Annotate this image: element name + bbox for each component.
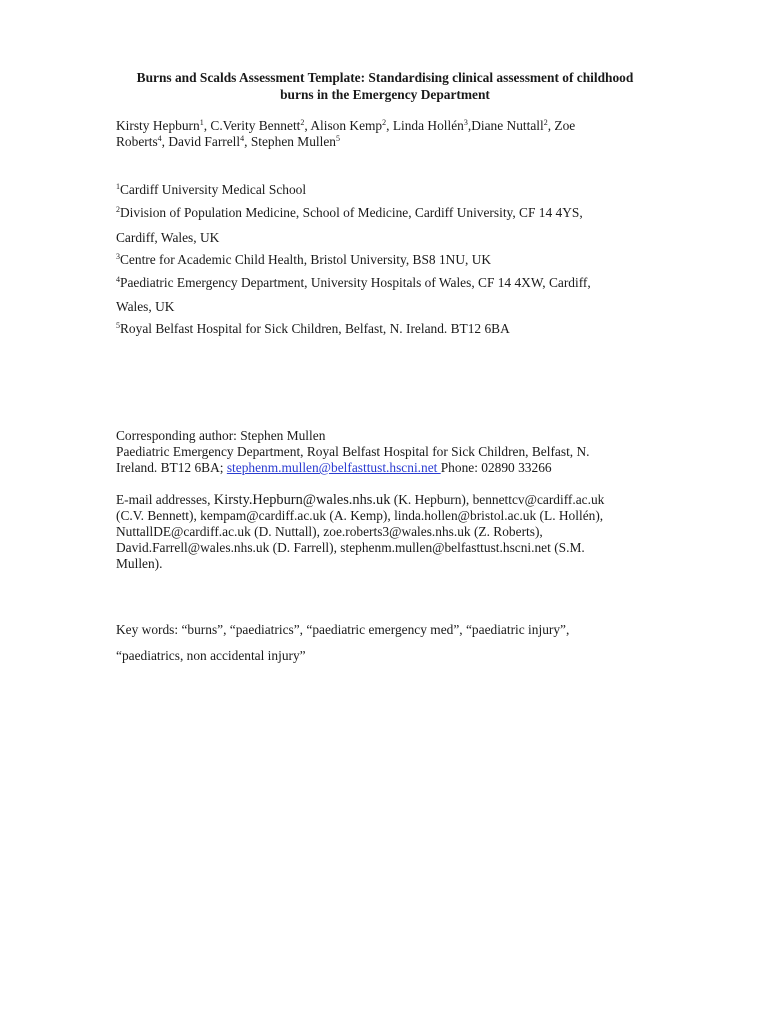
author-name: ,Diane Nuttall [467,118,544,133]
email-prefix: E-mail addresses, [116,492,214,507]
author-affiliation-mark: 4 [240,134,245,143]
corresponding-address: Ireland. BT12 6BA; [116,460,227,475]
affiliation-1 [116,182,306,198]
title-line-1: Burns and Scalds Assessment Template: Standardising clinical assessment of childhood [136,70,634,85]
author-line-1 [116,118,676,134]
author-list [116,118,676,150]
keywords-line-2: “paediatrics, non accidental injury” [116,648,306,663]
affiliation-mark: 3 [116,252,120,261]
author-affiliation-mark: 4 [157,134,162,143]
affiliation-mark: 5 [116,321,120,330]
paper-title [80,69,690,103]
affiliation-text: Division of Population Medicine, School of Medicine, Cardiff University, CF 14 4YS, [120,205,583,220]
author-name: , Zoe [547,118,576,133]
author-affiliation-mark: 1 [199,118,204,127]
affiliation-2 [116,205,583,221]
affiliation-mark: 1 [116,182,120,191]
corresponding-line-1: Corresponding author: Stephen Mullen [116,428,326,443]
corresponding-author [116,428,676,476]
author-affiliation-mark: 2 [300,118,305,127]
corresponding-phone: Phone: 02890 33266 [440,460,552,475]
author-affiliation-mark: 5 [336,134,340,143]
affiliation-text: Cardiff University Medical School [120,182,307,197]
affiliation-4 [116,275,591,291]
corresponding-line-3 [116,460,676,476]
affiliation-text: Centre for Academic Child Health, Bristol University, BS8 1NU, UK [120,252,492,267]
email-text: (K. Hepburn), bennettcv@cardiff.ac.uk [390,492,605,507]
email-line-1 [116,492,676,508]
email-line-2: (C.V. Bennett), kempam@cardiff.ac.uk (A. Kemp), linda.hollen@bristol.ac.uk (L. Hollén), [116,508,604,523]
author-affiliation-mark: 2 [543,118,548,127]
author-name: Roberts [116,134,158,149]
corresponding-line-2: Paediatric Emergency Department, Royal Belfast Hospital for Sick Children, Belfast, N. [116,444,590,459]
affiliation-text: Royal Belfast Hospital for Sick Children, Belfast, N. Ireland. BT12 6BA [120,321,510,336]
author-name: , Stephen Mullen [244,134,336,149]
author-line-2 [116,134,676,150]
author-name: Kirsty Hepburn [116,118,200,133]
email-addresses [116,492,676,572]
keywords-line-1: Key words: “burns”, “paediatrics”, “paediatric emergency med”, “paediatric injury”, [116,622,570,637]
affiliation-4-continued: Wales, UK [116,299,175,314]
email-line-5: Mullen). [116,556,163,571]
author-affiliation-mark: 2 [382,118,387,127]
author-name: , David Farrell [161,134,241,149]
affiliation-mark: 2 [116,205,120,214]
author-affiliation-mark: 3 [463,118,468,127]
affiliation-mark: 4 [116,275,120,284]
email-line-3: NuttallDE@cardiff.ac.uk (D. Nuttall), zoe.roberts3@wales.nhs.uk (Z. Roberts), [116,524,543,539]
affiliation-3 [116,252,491,268]
title-line-2: burns in the Emergency Department [280,87,490,102]
corresponding-email-link[interactable]: stephenm.mullen@belfasttust.hscni.net [226,460,441,475]
email-line-4: David.Farrell@wales.nhs.uk (D. Farrell), stephenm.mullen@belfasttust.hscni.net (S.M. [116,540,585,555]
affiliation-5 [116,321,510,337]
affiliation-text: Paediatric Emergency Department, University Hospitals of Wales, CF 14 4XW, Cardiff, [120,275,591,290]
author-name: , Linda Hollén [386,118,464,133]
affiliation-2-continued: Cardiff, Wales, UK [116,230,220,245]
first-email: Kirsty.Hepburn@wales.nhs.uk [213,492,391,508]
author-name: , C.Verity Bennett [203,118,301,133]
author-name: , Alison Kemp [304,118,383,133]
